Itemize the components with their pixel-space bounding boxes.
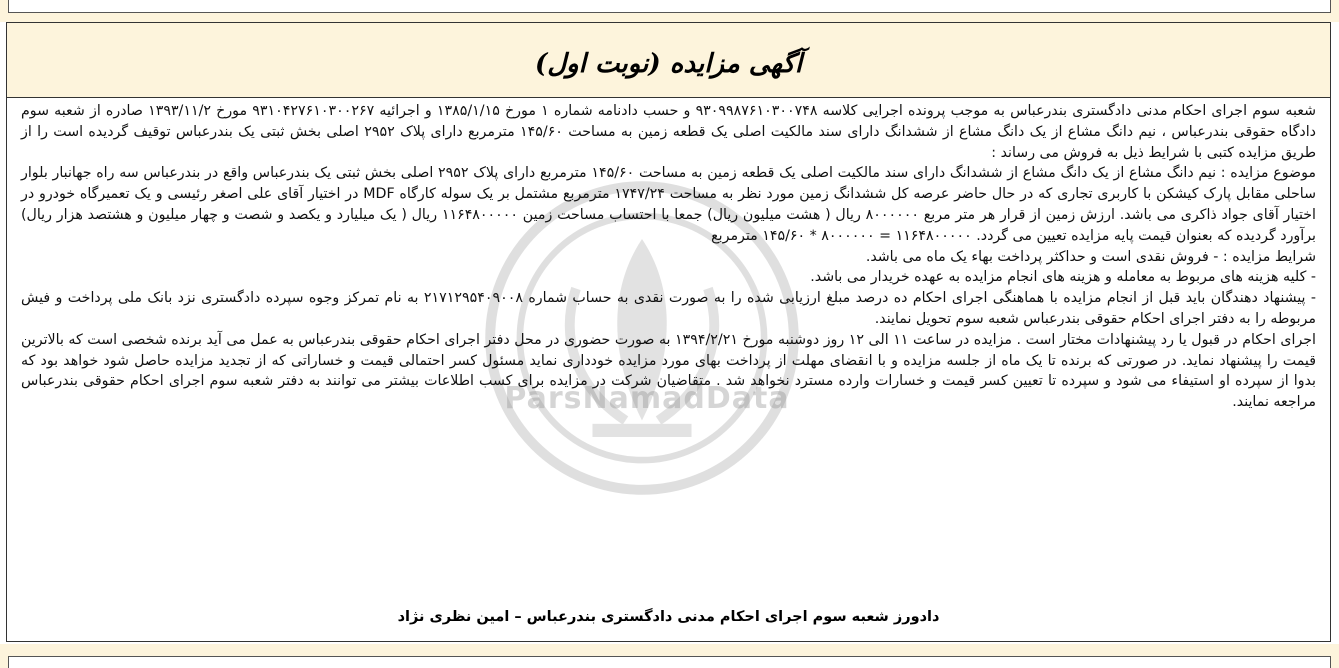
auction-notice bbox=[6, 22, 1331, 642]
notice-body bbox=[21, 101, 1316, 413]
next-notice-border bbox=[8, 656, 1331, 668]
watermark-text: ParsNamadData bbox=[504, 381, 790, 416]
previous-notice-edge bbox=[0, 0, 1339, 22]
previous-notice-border bbox=[8, 0, 1331, 13]
notice-paragraph-procedure: اجرای احکام در قبول یا رد پیشنهادات مختار است . مزایده در ساعت ۱۱ الی ۱۲ روز دوشنبه مورخ ۱۳۹۴/۲/۲۱ به صورت حضوری در محل دفتر اجرای احکام حقوقی بندرعباس به عمل می آید برنده شخصی است که بالاترین قیمت را پیشنهاد نماید. در صورتی که برنده تا یک ماه از جلسه مزایده و با انقضای مهلت از پرداخت بهای مورد مزایده خودداری نماید مسئول کسر احتمالی قیمت و خساراتی که از تجدید مزایده حاصل شود خواهد بود که بدوا از سپرده او استیفاء می شود و سپرده تا تعیین کسر قیمت و خسارات وارده مسترد نخواهد شد . متقاضیان شرکت در مزایده برای کسب اطلاعات بیشتر می توانند به دفتر شعبه سوم اجرای احکام حقوقی بندرعباس مراجعه نمایند. bbox=[21, 331, 1316, 411]
next-notice-edge bbox=[0, 644, 1339, 668]
notice-header bbox=[7, 23, 1330, 98]
notice-paragraph-intro: شعبه سوم اجرای احکام مدنی دادگستری بندرعباس به موجب پرونده اجرایی کلاسه ۹۳۰۹۹۸۷۶۱۰۳۰۰۷۴۸ و حسب دادنامه شماره ۱ مورخ ۱۳۸۵/۱/۱۵ و اجرائیه ۹۳۱۰۴۲۷۶۱۰۳۰۰۲۶۷ مورخ ۱۳۹۳/۱۱/۲ صادره از شعبه سوم دادگاه حقوقی بندرعباس ، نیم دانگ مشاع از یک دانگ مشاع از ششدانگ دارای سند مالکیت اصلی یک قطعه زمین به مساحت ۱۴۵/۶۰ مترمربع دارای پلاک ۲۹۵۲ اصلی بخش ثبتی یک بندرعباس توقیف گردیده است را از طریق مزایده کتبی با شرایط ذیل به فروش می رساند : bbox=[21, 103, 1316, 161]
notice-signature: دادورز شعبه سوم اجرای احکام مدنی دادگستری بندرعباس – امین نظری نژاد bbox=[397, 609, 940, 625]
notice-paragraph-deposit: - پیشنهاد دهندگان باید قبل از انجام مزایده با هماهنگی اجرای احکام ده درصد مبلغ ارزیابی شده را به صورت نقدی به حساب شماره ۲۱۷۱۲۹۵۴۰۹۰۰۸ به نام تمرکز وجوه سپرده دادگستری نزد بانک ملی پرداخت و فیش مربوطه را به دفتر اجرای احکام حقوقی بندرعباس شعبه سوم تحویل نمایند. bbox=[21, 290, 1316, 327]
notice-paragraph-costs: - کلیه هزینه های مربوط به معامله و هزینه های انجام مزایده به عهده خریدار می باشد. bbox=[810, 269, 1316, 286]
notice-paragraph-conditions: شرایط مزایده : - فروش نقدی است و حداکثر پرداخت بهاء یک ماه می باشد. bbox=[865, 248, 1316, 265]
notice-title: آگهی مزایده (نوبت اول) bbox=[534, 49, 803, 79]
notice-paragraph-subject: موضوع مزایده : نیم دانگ مشاع از یک دانگ مشاع از ششدانگ دارای سند مالکیت اصلی یک قطعه زمین به مساحت ۱۴۵/۶۰ مترمربع دارای پلاک ۲۹۵۲ اصلی بخش ثبتی یک بندرعباس واقع در بندرعباس سه راه جهانبار بلوار ساحلی مقابل پارک کیشکن با کاربری تجاری که در حال حاضر عرصه کل ششدانگ زمین مورد نظر به مساحت ۱۷۴۷/۲۴ مترمربع مشتمل بر یک سوله کارگاه MDF در اختیار آقای علی اصغر رئیسی و یک تعمیرگاه خودرو در اختیار آقای جواد ذاکری می باشد. ارزش زمین از قرار هر متر مربع ۸۰۰۰۰۰۰ ریال ( هشت میلیون ریال) جمعا با احتساب مساحت زمین ۱۱۶۴۸۰۰۰۰۰ ریال ( یک میلیارد و یکصد و شصت و چهار میلیون و هشتصد هزار ریال) برآورد گردیده که بعنوان قیمت پایه مزایده تعیین می گردد. ۱۱۶۴۸۰۰۰۰۰ = ۸۰۰۰۰۰۰ * ۱۴۵/۶۰ مترمربع bbox=[21, 165, 1316, 244]
